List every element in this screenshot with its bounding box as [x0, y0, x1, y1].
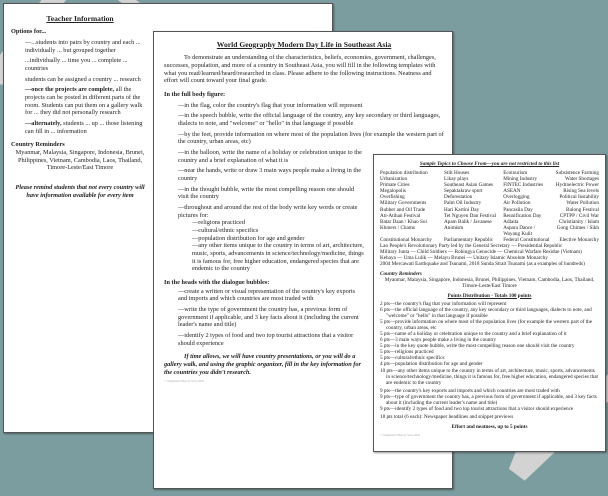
points-item: 5 pts—religions practiced	[380, 349, 434, 356]
topic-item: Deforestation	[444, 194, 473, 201]
topic-item: Southeast Asian Games	[444, 182, 494, 189]
intro-text: To demonstrate an understanding of the characteristics, beliefs, economies, government, challenges, successes, population, and more of a country in Southeast Asia, you will fill in the following templates with what you read/learned/heard/researched in class. Please adhere to the following instructions. Neatness and effort will count toward your final grade.	[164, 54, 436, 85]
topic-item: Primate Cities	[380, 182, 410, 189]
option-text: —...students into pairs by country and each ... individually ... but grouped together	[25, 38, 141, 54]
topic-line: Lao People's Revolutionary Party led by the General Secretary — Presidential Republic	[380, 243, 563, 250]
points-item: 10 pts—any other items unique to the country in terms of art, architecture, music, sports, advancements in science/technology/medicine, things it is famous for, free higher education, endangered species that are endemic to the country	[380, 367, 598, 386]
topic-item: Parliamentary Republic	[444, 236, 494, 243]
topic-item: Constitutional Monarchy	[380, 236, 433, 243]
option-lead: —alternately,	[25, 119, 62, 127]
topic-item: Mining Industry	[503, 176, 538, 183]
topic-item: Palm Oil Industry	[444, 200, 482, 207]
points-item: 9 pts—identify 2 types of food and two top tourist attractions that a visitor should experience	[380, 405, 574, 412]
topics-title: Sample Topics to Choose From—you are not restricted to this list	[419, 161, 560, 167]
instruction: —in the flag, color the country's flag that your information will represent	[178, 101, 363, 109]
sub-instruction: —population distribution for age and gender	[192, 234, 305, 242]
copyright: © Stephanie's History Store 2022	[164, 379, 205, 384]
topic-item: Air Pollution	[503, 200, 531, 207]
sub-instruction: —cultural/ethnic specifics	[192, 227, 259, 235]
topic-item: Ecotourism	[503, 170, 528, 177]
topic-item: Sepaktakraw sport	[444, 188, 483, 195]
topic-line: Kebaya — Uma Lulik — Melayu Brunei — Unitary Islamic Absolute Monarchy	[380, 255, 548, 262]
instruction: —by the feet, provide information on where most of the population lives (for example the western part of the country, urban areas, etc)	[178, 130, 444, 146]
points-item: 6 pts—the official language of the country, any key secondary or third languages, dialects to note, and "welcome" or "hello" in that language if possible	[380, 306, 592, 319]
copyright: © Stephanie's History Store 2022	[380, 433, 421, 438]
topic-item: Khmers / Chams	[380, 224, 415, 231]
points-item: 5 pts—in the key quote bubble, write the most compelling reason one should visit the country	[380, 343, 575, 350]
topic-item: Overlogging	[503, 194, 530, 201]
instruction: —in the balloon, write the name of a holiday or celebration unique to the country and a brief explanation of what it is	[178, 148, 362, 164]
topic-item: Aspara Dance / Wayang Kulit	[503, 224, 536, 237]
points-list	[380, 301, 599, 420]
option-text	[11, 86, 149, 117]
topic-item: Batar Daan / Khao Soi	[380, 218, 427, 225]
topic-item: Hydroelectric Power	[555, 182, 599, 189]
options-heading: Options for...	[11, 28, 47, 36]
reminders-text: Myanmar, Malaysia, Singapore, Indonesia, Brunei, Philippines, Vietnam, Cambodia, Laos, Thailand, Timore-Leste/East Timore	[384, 277, 595, 290]
topic-item: Elective Monarchy	[559, 236, 599, 243]
page-title: World Geography Modern Day Life in Southeast Asia	[216, 40, 392, 49]
points-item: 5 pts—cultural/ethnic specifics	[380, 355, 445, 362]
topic-item: Reunification Day	[503, 212, 542, 219]
topic-item: Hari Kartini Day	[444, 206, 480, 213]
topic-item: Pancasila Day	[503, 206, 533, 213]
points-title: Points Distribution - Totals 100 points	[447, 292, 532, 299]
topic-line: 2004 Mercawati Earthquake and Tsunami, 2018 Sunda Strait Tsunami (as a examples of hundreds)	[380, 261, 585, 268]
topic-item: Rising Sea levels	[563, 188, 599, 195]
option-text	[11, 120, 149, 135]
topic-item: Population distribution	[380, 170, 428, 177]
topic-item: Megalopolis	[380, 188, 406, 195]
points-item: 5 pts—name of a holiday or celebration unique to the country and a brief explanation of it	[380, 331, 567, 338]
sub-instruction: —any other items unique to the country in terms of art, architecture, music, sports, advancements in science/technology/medicine, things it is famous for, free higher education, endangered species that are endemic to the country	[192, 242, 364, 273]
section-heading: In the heads with the dialogue bubbles:	[164, 279, 270, 287]
points-item: 6 pts—3 main ways people make a living in the country	[380, 337, 497, 344]
closing-note: If time allows, we will have country presentations, or you will do a gallery walk, and using the graphic organizer, fill in the key information for the countries you didn't research.	[164, 353, 361, 376]
topic-item: Animism	[444, 224, 464, 231]
instruction: —identify 2 types of food and two top tourist attractions that a visitor should experience	[178, 332, 354, 347]
topic-item: Subsistence Farming	[555, 170, 599, 177]
reminders-heading: Country Reminders	[11, 141, 65, 149]
effort-note: Effort and neatness, up to 5 points	[451, 424, 528, 431]
sub-instruction: —religions practiced	[192, 219, 245, 227]
topic-item: Overfishing	[380, 194, 405, 201]
reminders-text: Myanmar, Malaysia, Singapore, Indonesia, Brunei, Philippines, Vietnam, Cambodia, Laos, Thailand, Timore-Leste/East Timore	[15, 148, 145, 172]
topics-page	[373, 154, 606, 452]
topic-item: Political Instability	[559, 194, 599, 201]
topic-item: Water Pollution	[566, 200, 599, 207]
topics-grid	[380, 170, 599, 243]
topic-item: FINTEC Industries	[503, 182, 544, 189]
topic-item: Gong Chimes / Sikh	[556, 224, 599, 231]
topic-item: Water Shortages	[564, 176, 599, 183]
option-body: all the projects can be posted in different parts of the room. Students can put them on a gallery walk for ... they did not personally research	[25, 86, 143, 117]
topic-item: Military Governments	[380, 200, 427, 207]
option-lead: —once the projects are complete,	[25, 86, 115, 94]
topic-item: Federal Constitutional	[503, 236, 550, 243]
reminders-heading: Country Reminders	[380, 271, 422, 278]
topic-item: Christianity / Islam	[558, 218, 599, 225]
section-heading: In the full body figure:	[164, 90, 226, 98]
points-item: 18 pts total (6 each): Newspaper headlines and snippet previews	[380, 414, 514, 421]
topic-item: CPTPP / Civil War	[559, 212, 599, 219]
topic-item: Bulong Festival	[565, 206, 599, 213]
topic-item: Ati-Atihan Festival	[380, 212, 421, 219]
option-body: students ... up ... those listening can fill in ... information	[25, 119, 143, 135]
option-text: students can be assigned a country ... research	[25, 75, 141, 83]
page-title: Teacher Information	[46, 14, 114, 23]
topic-item: Tet Nguyen Dan Festival	[444, 212, 496, 219]
instruction: —near the hands, write or draw 3 main ways people make a living in the country	[178, 167, 362, 182]
instruction: —in the thought bubble, write the most compelling reason one should visit the country	[178, 185, 355, 201]
topic-item: Apam Balik / Javanese	[444, 218, 492, 225]
topic-item: Rubber and Oil Trade	[380, 206, 426, 213]
option-text: ...individually ... time you ... complete ... countries	[25, 57, 128, 72]
points-item: 9 pts—type of government the country has, a previous form of government if applicable, and 3 key facts about it (including the current leader's name and title)	[380, 393, 597, 406]
instruction: —create a written or visual representation of the country's key exports and imports and which countries are most traded with	[178, 287, 356, 303]
points-item: 4 pts—population distribution for age and gender	[380, 361, 483, 368]
topic-item: Urbanization	[380, 176, 408, 183]
points-item: 9 pts—the country's key exports and imports and which countries are most traded with	[380, 387, 560, 394]
topic-item: Adlaita	[503, 218, 519, 225]
topic-item: Likay plays	[444, 176, 469, 183]
points-item: 2 pts—the country's flag that your information will represent	[380, 300, 507, 307]
instruction: —in the speech bubble, write the official language of the country, any key secondary or third languages, dialects to note, and "welcome" or "hello" in that language if possible	[178, 112, 441, 127]
topic-item: Stilt Houses	[444, 170, 470, 177]
topic-item: ASEAN	[503, 188, 521, 195]
reminder-note: Please remind students that not every country will have information available for every item	[15, 184, 145, 199]
instruction: —throughout and around the rest of the body write key words or create pictures for:	[178, 204, 358, 219]
points-item: 5 pts—provide information on where most of the population lives (for example the western part of the country, urban areas, etc	[380, 318, 593, 331]
topic-line: Military Junta — Child Soldiers — Rohingya Genocide — Chemical Warfare Residue (Vietnam)	[380, 249, 582, 256]
instruction: —write the type of government the country has, a previous form of government if applicable, and 3 key facts about it (including the current leader's name and title)	[178, 306, 359, 329]
